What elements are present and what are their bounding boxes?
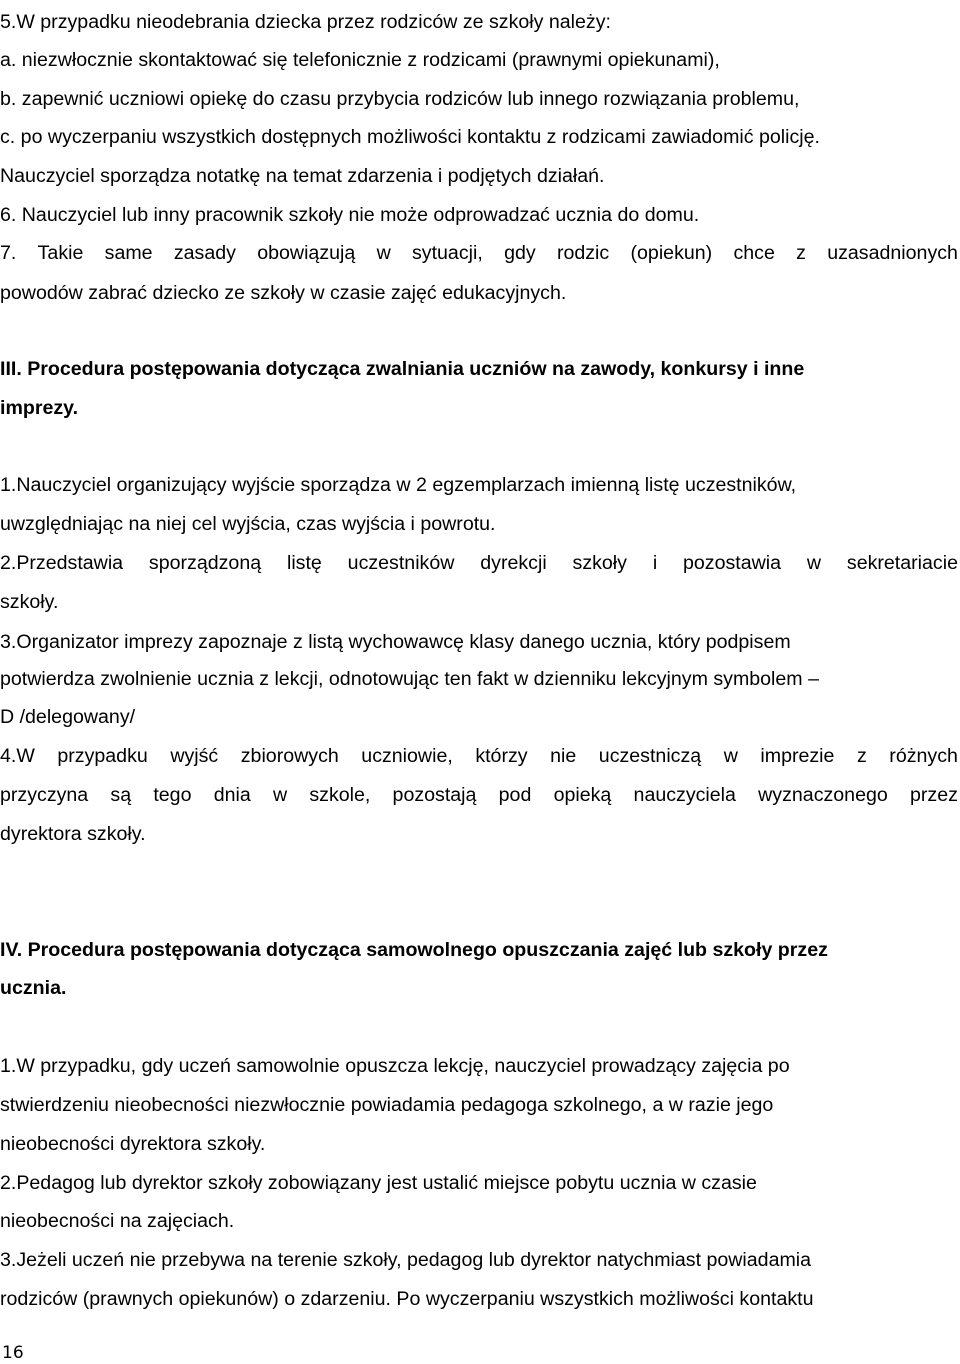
text-line: 6. Nauczyciel lub inny pracownik szkoły nie może odprowadzać ucznia do domu. <box>0 204 700 226</box>
text-line: c. po wyczerpaniu wszystkich dostępnych możliwości kontaktu z rodzicami zawiadomić policję. <box>0 126 820 148</box>
text-line: nieobecności na zajęciach. <box>0 1210 235 1232</box>
text-line: uwzględniając na niej cel wyjścia, czas wyjścia i powrotu. <box>0 513 496 535</box>
text-line: imprezy. <box>0 397 79 419</box>
text-line: ucznia. <box>0 977 67 999</box>
text-line: 3.Organizator imprezy zapoznaje z listą wychowawcę klasy danego ucznia, który podpisem <box>0 631 791 653</box>
text-line: IV. Procedura postępowania dotycząca samowolnego opuszczania zajęć lub szkoły przez <box>0 939 828 961</box>
text-line: szkoły. <box>0 591 59 613</box>
text-line: stwierdzeniu nieobecności niezwłocznie powiadamia pedagoga szkolnego, a w razie jego <box>0 1094 774 1116</box>
text-line: dyrektora szkoły. <box>0 823 146 845</box>
text-line: b. zapewnić uczniowi opiekę do czasu przybycia rodziców lub innego rozwiązania problemu, <box>0 88 800 110</box>
text-line: 5.W przypadku nieodebrania dziecka przez rodziców ze szkoły należy: <box>0 11 611 33</box>
text-line: powodów zabrać dziecko ze szkoły w czasie zajęć edukacyjnych. <box>0 282 567 304</box>
text-line: 2.Przedstawia sporządzoną listę uczestników dyrekcji szkoły i pozostawia w sekretariacie <box>0 552 958 574</box>
text-line: a. niezwłocznie skontaktować się telefonicznie z rodzicami (prawnymi opiekunami), <box>0 49 720 71</box>
text-line: 3.Jeżeli uczeń nie przebywa na terenie szkoły, pedagog lub dyrektor natychmiast powiadamia <box>0 1249 812 1271</box>
text-line: 7. Takie same zasady obowiązują w sytuacji, gdy rodzic (opiekun) chce z uzasadnionych <box>0 242 958 264</box>
text-line: 1.W przypadku, gdy uczeń samowolnie opuszcza lekcję, nauczyciel prowadzący zajęcia po <box>0 1055 790 1077</box>
text-line: 2.Pedagog lub dyrektor szkoły zobowiązany jest ustalić miejsce pobytu ucznia w czasie <box>0 1172 757 1194</box>
text-line: przyczyna są tego dnia w szkole, pozostają pod opieką nauczyciela wyznaczonego przez <box>0 784 958 806</box>
text-line: potwierdza zwolnienie ucznia z lekcji, odnotowując ten fakt w dzienniku lekcyjnym symbolem – <box>0 668 819 690</box>
text-line: 4.W przypadku wyjść zbiorowych uczniowie, którzy nie uczestniczą w imprezie z różnych <box>0 745 958 767</box>
page-number: 16 <box>2 1343 24 1363</box>
text-line: nieobecności dyrektora szkoły. <box>0 1133 266 1155</box>
text-line: rodziców (prawnych opiekunów) o zdarzeniu. Po wyczerpaniu wszystkich możliwości kontaktu <box>0 1288 814 1310</box>
text-line: III. Procedura postępowania dotycząca zwalniania uczniów na zawody, konkursy i inne <box>0 358 805 380</box>
text-line: Nauczyciel sporządza notatkę na temat zdarzenia i podjętych działań. <box>0 165 605 187</box>
text-line: 1.Nauczyciel organizujący wyjście sporządza w 2 egzemplarzach imienną listę uczestników, <box>0 474 797 496</box>
text-line: D /delegowany/ <box>0 706 136 728</box>
